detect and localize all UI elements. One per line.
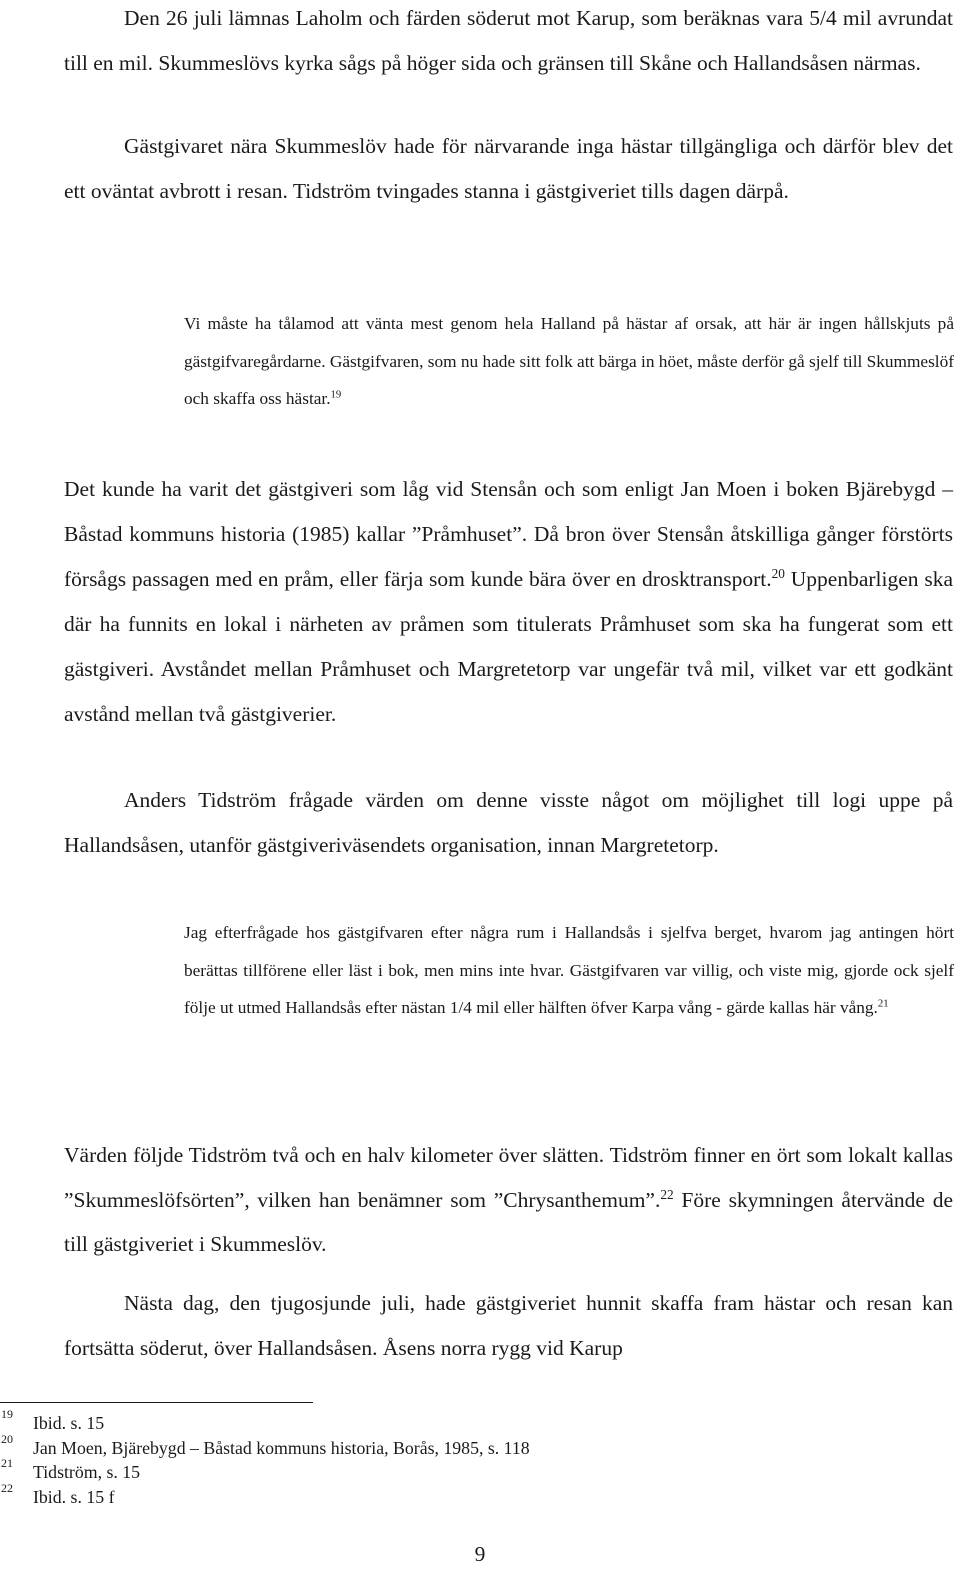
paragraph-no-horses: Gästgivaret nära Skummeslöv hade för närvarande inga hästar tillgängliga och därför blev det ett oväntat avbrott i resan. Tidström tvingades stanna i gästgiveriet tills dagen därpå. — [64, 134, 953, 203]
quote-text: Vi måste ha tålamod att vänta mest genom hela Halland på hästar af orsak, att här är ingen hållskjuts på gästgifvaregårdarne. Gästgifvaren, som nu hade sitt folk att bärga in höet, måste derför gå sjelf till Skummeslöf och skaffa oss hästar. — [184, 314, 954, 408]
paragraph-skummeslofsorten — [64, 1133, 953, 1267]
footnote-item — [0, 1431, 700, 1459]
footnote-separator — [0, 1402, 313, 1403]
footnote-number: 22 — [1, 1481, 13, 1496]
footnote-item — [0, 1409, 700, 1434]
footnote-item — [0, 1483, 700, 1508]
footnote-ref: 21 — [877, 997, 889, 1010]
block-quote-patience — [184, 305, 954, 418]
paragraph-text: Det kunde ha varit det gästgiveri som låg vid Stensån och som enligt Jan Moen i boken Bjärebygd – Båstad kommuns historia (1985) kallar ”Pråmhuset”. Då bron över Stensån åtskilliga gånger förstörts försågs passagen med en pråm, eller färja som kunde bära över en drosktransport. — [64, 477, 953, 591]
paragraph-text: Före skymningen återvände de till gästgiveriet i Skummeslöv. — [64, 1187, 953, 1256]
paragraph-text: Uppenbarligen ska där ha funnits en lokal i närheten av pråmen som titulerats Pråmhuset som ska ha fungerat som ett gästgiveri. Avståndet mellan Pråmhuset och Margretetorp var ungefär två mil, vilket var ett godkänt avstånd mellan två gästgiverier. — [64, 567, 954, 726]
block-quote-hallandsas — [184, 914, 954, 1027]
footnote-text: Ibid. s. 15 — [33, 1413, 105, 1433]
footnote-number: 20 — [1, 1431, 13, 1446]
footnote-number: 21 — [1, 1456, 13, 1471]
footnote-ref: 22 — [660, 1186, 674, 1202]
footnote-text: Tidström, s. 15 — [33, 1462, 141, 1483]
footnote-number: 19 — [1, 1407, 13, 1421]
footnotes — [0, 1409, 700, 1508]
quote-text: Jag efterfrågade hos gästgifvaren efter några rum i Hallandsås i sjelfva berget, hvarom jag antingen hört berättas tillförene eller läst i bok, men mins inte hvar. Gästgifvaren var villig, och viste mig, gjorde ock sjelf följe ut utmed Hallandsås efter nästan 1/4 mil eller hälften öfver Karpa vång - gärde kallas här vång. — [184, 923, 954, 1017]
paragraph-lodging-question: Anders Tidström frågade värden om denne visste något om möjlighet till logi uppe på Hallandsåsen, utanför gästgiveriväsendets organisation, innan Margretetorp. — [64, 788, 953, 857]
footnote-item — [0, 1458, 700, 1483]
paragraph-departure-laholm: Den 26 juli lämnas Laholm och färden söderut mot Karup, som beräknas vara 5/4 mil avrundat till en mil. Skummeslövs kyrka sågs på höger sida och gränsen till Skåne och Hallandsåsen närmas. — [64, 6, 953, 75]
page-number: 9 — [474, 1542, 486, 1566]
paragraph-pramhuset — [64, 467, 953, 737]
footnote-ref: 19 — [330, 388, 342, 401]
footnote-text: Jan Moen, Bjärebygd – Båstad kommuns historia, Borås, 1985, s. 118 — [33, 1437, 530, 1458]
footnote-ref: 20 — [771, 565, 785, 581]
paragraph-text: Värden följde Tidström två och en halv kilometer över slätten. Tidström finner en ört som lokalt kallas ”Skummeslöfsörten”, vilken han benämner som ”Chrysanthemum”. — [64, 1143, 953, 1212]
paragraph-next-day: Nästa dag, den tjugosjunde juli, hade gästgiveriet hunnit skaffa fram hästar och resan kan fortsätta söderut, över Hallandsåsen. Åsens norra rygg vid Karup — [64, 1291, 953, 1360]
footnote-text: Ibid. s. 15 f — [33, 1487, 115, 1508]
